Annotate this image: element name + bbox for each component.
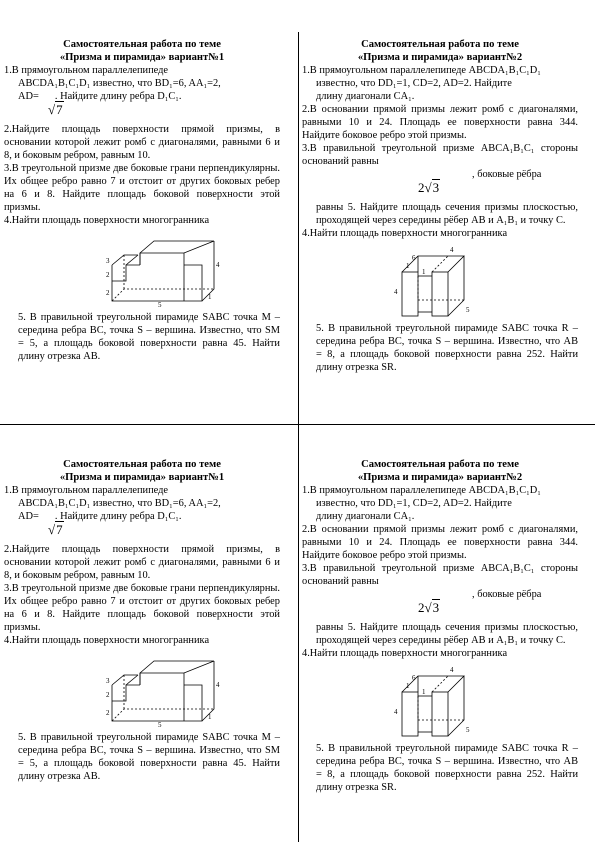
polyhedron-figure-2 [302,240,578,318]
fig-label-5: 5 [158,301,162,307]
fig-label-1a: 1 [406,262,410,270]
variant-1-card-bottom [4,458,280,783]
task-4: 4.Найти площадь поверхности многогранника [4,215,210,226]
fig-label-6: 6 [412,674,416,682]
task-3: 3.В треугольной призме две боковые грани перпендикулярны. Их общее ребро равно 7 и отстоит от других боковых ребер на 6 и 8. Найдите площадь боковой поверхности этой призмы. [4,583,280,633]
fig-label-3: 3 [106,257,110,265]
fig-label-1b: 1 [422,268,426,276]
fig-label-4b: 4 [450,666,454,674]
fig-label-1a: 1 [406,682,410,690]
fig-label-2a: 2 [106,691,110,699]
fig-label-1: 1 [208,293,212,301]
task-3: 3.В правильной треугольной призме ABCA₁B₁C₁ стороны оснований равны , боковые рёбра 2√3 равны 5. Найдите площадь сечения призмы плоскостью, проходящей через середины рёбер AB и A₁B₁ и точку C. [302,143,578,226]
fig-label-4: 4 [216,261,220,269]
fig-label-2b: 2 [106,289,110,297]
fig-label-4b: 4 [450,246,454,254]
task-5: 5. В правильной треугольной пирамиде SABC точка M – середина ребра BC, точка S – вершина. Известно, что SM = 5, а площадь боковой поверхности равна 45. Найти длину отрезка AB. [18,312,280,362]
fig-label-4: 4 [216,681,220,689]
variant-1-card-top [4,38,280,363]
title-line-2: «Призма и пирамида» вариант№1 [59,52,225,63]
sqrt-7: √7 [48,522,63,537]
fig-label-6: 6 [412,254,416,262]
vertical-divider [298,32,299,842]
task-2: 2.Найдите площадь поверхности прямой призмы, в основании которой лежит ромб с диагоналями, равными 6 и 8, и боковым ребром, равным 10. [4,124,280,161]
title-line-2: «Призма и пирамида» вариант№2 [357,472,523,483]
task-4: 4.Найти площадь поверхности многогранника [302,228,508,239]
title-line-2: «Призма и пирамида» вариант№1 [59,472,225,483]
task-1: 1.В прямоугольном параллелепипеде ABCDA₁B₁C₁D₁ известно, что BD₁=6, AA₁=2, AD= . Найдите длину ребра D₁C₁. √7 [4,64,280,123]
polyhedron-figure-1 [4,227,280,307]
task-3: 3.В правильной треугольной призме ABCA₁B₁C₁ стороны оснований равны , боковые рёбра 2√3 равны 5. Найдите площадь сечения призмы плоскостью, проходящей через середины рёбер AB и A₁B₁ и точку C. [302,563,578,646]
variant-2-card-bottom [302,458,578,794]
task-4: 4.Найти площадь поверхности многогранника [302,648,508,659]
task-1: 1.В прямоугольном параллелепипеде ABCDA₁B₁C₁D₁ известно, что BD₁=6, AA₁=2, AD= . Найдите длину ребра D₁C₁. √7 [4,484,280,543]
horizontal-divider [0,424,595,425]
fig-label-4a: 4 [394,708,398,716]
sqrt-2-3: 2√3 [418,600,440,615]
task-1: 1.В прямоугольном параллелепипеде ABCDA₁B₁C₁D₁ известно, что DD₁=1, CD=2, AD=2. Найдите длину диагонали CA₁. [302,485,541,522]
task-5: 5. В правильной треугольной пирамиде SABC точка R – середина ребра BC, точка S – вершина. Известно, что AB = 8, а площадь боковой поверхности равна 252. Найти длину отрезка SR. [316,743,578,793]
variant-2-card-top [302,38,578,374]
fig-label-4a: 4 [394,288,398,296]
task-5: 5. В правильной треугольной пирамиде SABC точка M – середина ребра BC, точка S – вершина. Известно, что SM = 5, а площадь боковой поверхности равна 45. Найти длину отрезка AB. [18,732,280,782]
title-line-1: Самостоятельная работа по теме [361,459,519,470]
fig-label-1b: 1 [422,688,426,696]
title-line-1: Самостоятельная работа по теме [63,459,221,470]
fig-label-5: 5 [158,721,162,727]
title-line-1: Самостоятельная работа по теме [63,39,221,50]
sqrt-2-3: 2√3 [418,180,440,195]
sqrt-7: √7 [48,102,63,117]
task-2: 2.Найдите площадь поверхности прямой призмы, в основании которой лежит ромб с диагоналями, равными 6 и 8, и боковым ребром, равным 10. [4,544,280,581]
task-2: 2.В основании прямой призмы лежит ромб с диагоналями, равными 10 и 24. Площадь ее поверхности равна 344. Найдите боковое ребро этой призмы. [302,524,578,561]
title-line-2: «Призма и пирамида» вариант№2 [357,52,523,63]
fig-label-2b: 2 [106,709,110,717]
task-3: 3.В треугольной призме две боковые грани перпендикулярны. Их общее ребро равно 7 и отстоит от других боковых ребер на 6 и 8. Найдите площадь боковой поверхности этой призмы. [4,163,280,213]
title-line-1: Самостоятельная работа по теме [361,39,519,50]
fig-label-2a: 2 [106,271,110,279]
fig-label-3: 3 [106,677,110,685]
polyhedron-figure-2 [302,660,578,738]
polyhedron-figure-1 [4,647,280,727]
task-5: 5. В правильной треугольной пирамиде SABC точка R – середина ребра BC, точка S – вершина. Известно, что AB = 8, а площадь боковой поверхности равна 252. Найти длину отрезка SR. [316,323,578,373]
fig-label-5: 5 [466,726,470,734]
task-2: 2.В основании прямой призмы лежит ромб с диагоналями, равными 10 и 24. Площадь ее поверхности равна 344. Найдите боковое ребро этой призмы. [302,104,578,141]
task-1: 1.В прямоугольном параллелепипеде ABCDA₁B₁C₁D₁ известно, что DD₁=1, CD=2, AD=2. Найдите длину диагонали CA₁. [302,65,541,102]
fig-label-5: 5 [466,306,470,314]
fig-label-1: 1 [208,713,212,721]
task-4: 4.Найти площадь поверхности многогранника [4,635,210,646]
